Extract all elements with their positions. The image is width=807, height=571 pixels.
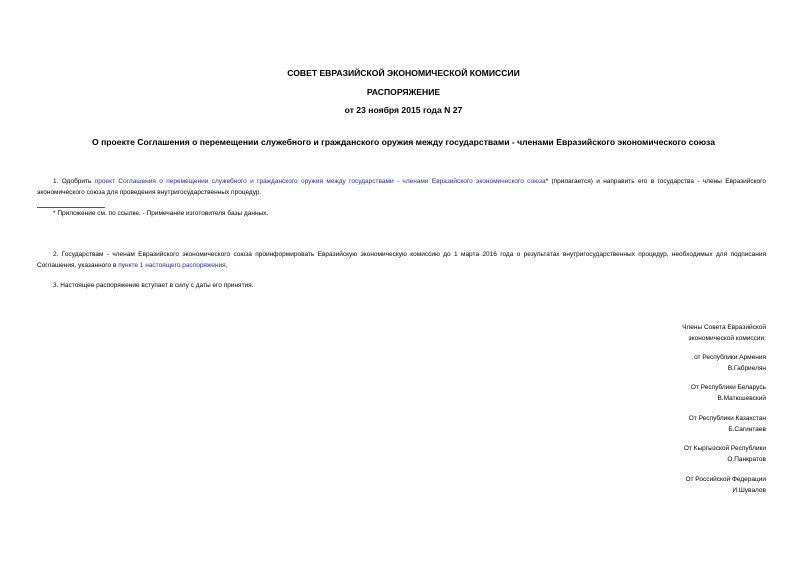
signatures-heading-line-2: экономической комиссии: xyxy=(688,334,766,342)
paragraph-2-prefix: 2. Государствам - членам Евразийского экономического союза проинформировать Евразийскую экономическую комиссию до 1 марта 2016 года о результатах внутригосударственных процедур, необходимых для подписания Соглашения, указанного в xyxy=(37,251,766,269)
paragraph-2-suffix: . xyxy=(225,261,228,269)
org-heading: СОВЕТ ЕВРАЗИЙСКОЙ ЭКОНОМИЧЕСКОЙ КОМИССИИ xyxy=(287,68,520,78)
signature-block xyxy=(689,414,766,435)
signature-block xyxy=(685,475,766,496)
paragraph-3-text: 3. Настоящее распоряжение вступает в силу с даты его принятия. xyxy=(53,282,254,289)
signature-name: В.Матюшевский xyxy=(717,394,766,402)
paragraph-1-prefix: 1. Одобрить xyxy=(53,178,95,185)
item-1-link[interactable]: пункте 1 настоящего распоряжения xyxy=(118,261,226,269)
signature-name: О.Панкратов xyxy=(727,455,766,463)
signatures-heading xyxy=(682,323,766,344)
signature-name: Б.Сагинтаев xyxy=(728,425,766,433)
document-title: О проекте Соглашения о перемещении служебного и гражданского оружия между государствами - членами Евразийского экономического союза xyxy=(92,137,715,147)
footnote-text: * Приложение см. по ссылке. - Примечание изготовителя базы данных. xyxy=(53,210,269,217)
signature-country: От Российской Федерации xyxy=(685,476,766,483)
paragraph-3 xyxy=(37,281,766,292)
signature-name: В.Габриелян xyxy=(727,364,766,372)
doc-type-heading: РАСПОРЯЖЕНИЕ xyxy=(366,87,441,97)
signature-name: И.Шувалов xyxy=(732,486,766,494)
footnote xyxy=(37,209,766,220)
signature-block xyxy=(684,444,766,465)
signature-country: от Республики Армения xyxy=(694,354,766,361)
paragraph-1-suffix: * (прилагается) и направить его в государства - члены Евразийского экономического союза для проведения внутригосударственных процедур. xyxy=(37,178,767,196)
signature-block xyxy=(694,353,766,374)
signatures-heading-line-1: Члены Совета Евразийской xyxy=(682,324,766,331)
signature-block xyxy=(691,383,766,404)
footnote-divider xyxy=(37,207,105,208)
paragraph-1 xyxy=(37,177,766,198)
agreement-draft-link[interactable]: проект Соглашения о перемещении служебного и гражданского оружия между государствами - членами Евразийского экономического союза xyxy=(94,178,546,185)
signature-country: От Кыргызской Республики xyxy=(683,445,766,452)
paragraph-2 xyxy=(37,250,766,271)
signature-country: От Республики Беларусь xyxy=(690,384,766,391)
signature-country: От Республики Казахстан xyxy=(688,415,766,422)
date-number: от 23 ноября 2015 года N 27 xyxy=(344,105,463,115)
